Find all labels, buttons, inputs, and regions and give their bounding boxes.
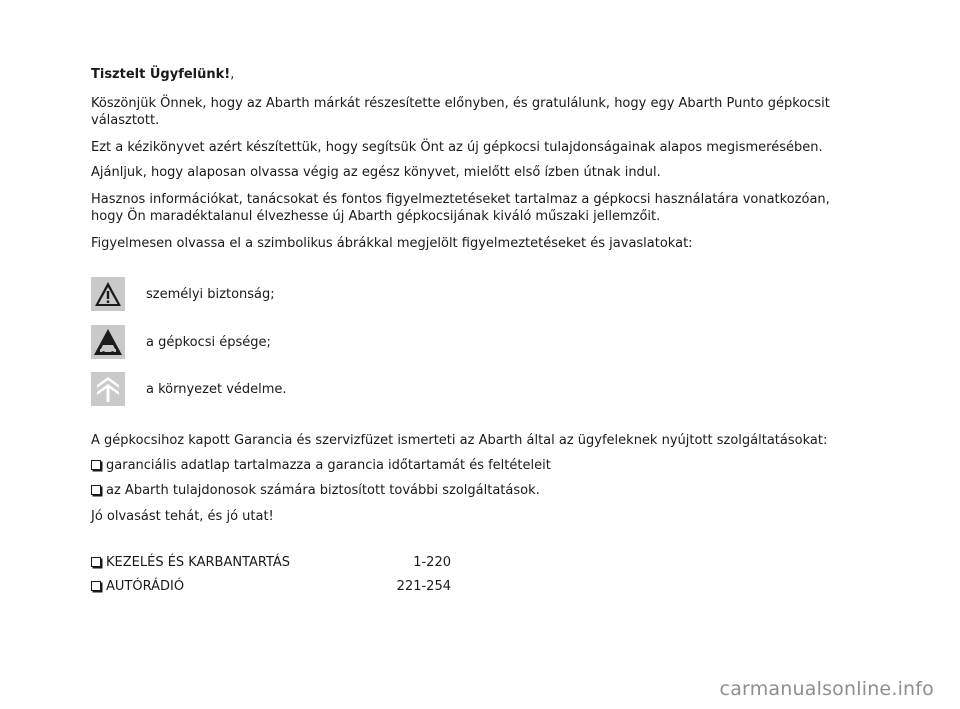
checkbox-bullet-icon (91, 485, 101, 495)
checkbox-bullet-icon (91, 581, 101, 591)
intro-paragraph-5: Figyelmesen olvassa el a szimbolikus ábrákkal megjelölt figyelmeztetéseket és javaslatokat: (91, 236, 693, 251)
toc-entry[interactable] (91, 578, 451, 595)
warranty-item-1-text: garanciális adatlap tartalmazza a garancia időtartamát és feltételeit (106, 458, 551, 473)
greeting-comma: , (230, 67, 235, 82)
symbol-row-environment (91, 372, 287, 406)
toc-title: KEZELÉS ÉS KARBANTARTÁS (106, 555, 291, 570)
toc-pages: 221-254 (396, 579, 451, 594)
intro-paragraph-4: Hasznos információkat, tanácsokat és fontos figyelmeztetéseket tartalmaz a gépkocsi használatára vonatkozóan, hogy Ön maradéktalanul élvezhesse új Abarth gépkocsijának kiváló műszaki jellemzőit. (91, 192, 830, 224)
symbol-row-safety (91, 277, 275, 311)
checkbox-bullet-icon (91, 557, 101, 567)
warranty-item-2-text: az Abarth tulajdonosok számára biztosított további szolgáltatások. (106, 483, 540, 498)
watermark: carmanualsonline.info (719, 678, 934, 700)
intro-paragraph-2: Ezt a kézikönyvet azért készítettük, hogy segítsük Önt az új gépkocsi tulajdonságainak alapos megismerésében. (91, 140, 823, 155)
car-damage-warning-icon (91, 325, 125, 359)
symbol-row-vehicle (91, 325, 271, 359)
greeting (91, 66, 234, 83)
symbol-label-safety: személyi biztonság; (146, 286, 275, 302)
warranty-item-2 (91, 482, 831, 499)
warranty-item-1 (91, 457, 831, 474)
intro-paragraph-3: Ajánljuk, hogy alaposan olvassa végig az egész könyvet, mielőtt első ízben útnak indul. (91, 165, 661, 180)
checkbox-bullet-icon (91, 460, 101, 470)
warranty-text: A gépkocsihoz kapott Garancia és szervizfüzet ismerteti az Abarth által az ügyfeleknek nyújtott szolgáltatásokat: (91, 433, 828, 448)
toc-entry[interactable] (91, 554, 451, 571)
environment-leaf-icon (91, 372, 125, 406)
closing-text: Jó olvasást tehát, és jó utat! (91, 509, 274, 524)
warning-triangle-icon (91, 277, 125, 311)
symbol-label-environment: a környezet védelme. (146, 381, 287, 397)
greeting-title: Tisztelt Ügyfelünk! (91, 67, 231, 82)
toc-title: AUTÓRÁDIÓ (106, 579, 185, 594)
symbol-label-vehicle: a gépkocsi épsége; (146, 334, 271, 350)
intro-paragraph-1: Köszönjük Önnek, hogy az Abarth márkát részesítette előnyben, és gratulálunk, hogy egy Abarth Punto gépkocsit választott. (91, 96, 830, 128)
toc-pages: 1-220 (413, 555, 451, 570)
